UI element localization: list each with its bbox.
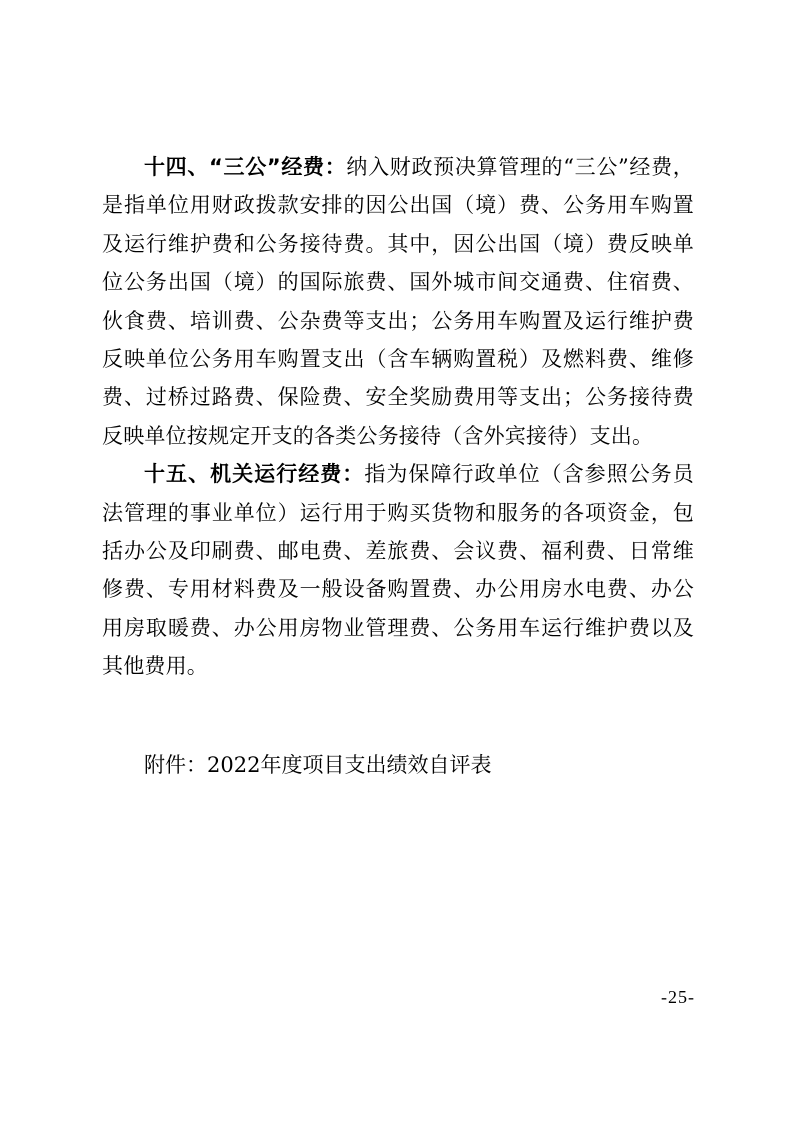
section-text: 纳入财政预决算管理的“三公”经费，是指单位用财政拨款安排的因公出国（境）费、公务用车购置及运行维护费和公务接待费。其中，因公出国（境）费反映单位公务出国（境）的国际旅费、国外城市间交通费、住宿费、伙食费、培训费、公杂费等支出；公务用车购置及运行维护费反映单位公务用车购置支出（含车辆购置税）及燃料费、维修费、过桥过路费、保险费、安全奖励费用等支出；公务接待费反映单位按规定开支的各类公务接待（含外宾接待）支出。 bbox=[102, 155, 694, 448]
section-three-public-expenses bbox=[102, 148, 694, 455]
document-body bbox=[102, 148, 694, 686]
section-agency-operating-expenses bbox=[102, 455, 694, 685]
section-heading: 十四、“三公”经费： bbox=[144, 155, 347, 179]
section-heading: 十五、机关运行经费： bbox=[144, 462, 365, 487]
attachment-note: 附件：2022年度项目支出绩效自评表 bbox=[144, 753, 492, 777]
page-number: -25- bbox=[661, 987, 695, 1007]
section-text: 指为保障行政单位（含参照公务员法管理的事业单位）运行用于购买货物和服务的各项资金，包括办公及印刷费、邮电费、差旅费、会议费、福利费、日常维修费、专用材料费及一般设备购置费、办公用房水电费、办公用房取暖费、办公用房物业管理费、公务用车运行维护费以及其他费用。 bbox=[102, 462, 695, 679]
